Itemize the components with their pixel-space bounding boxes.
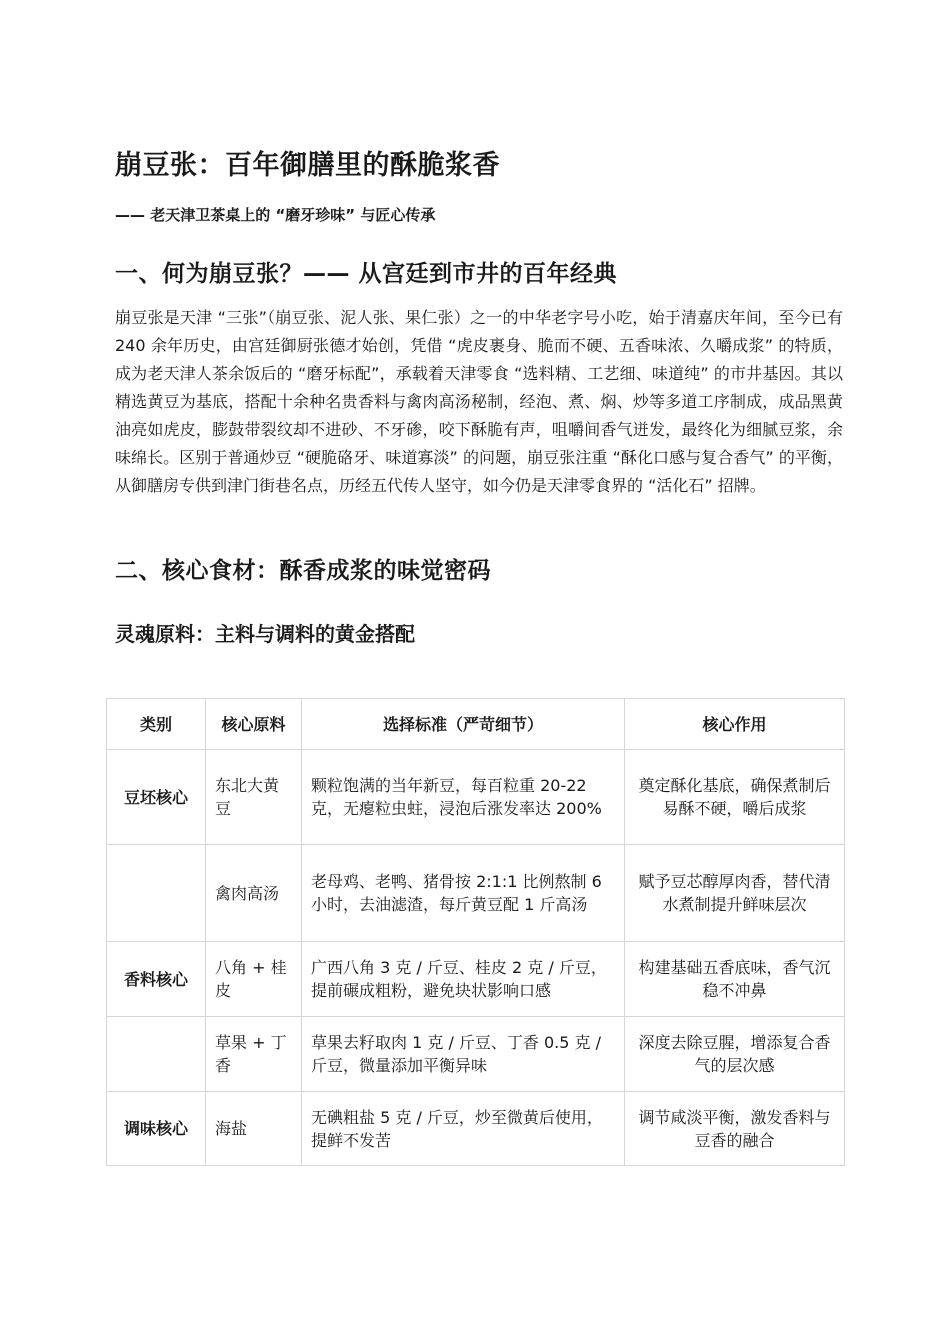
table-row (107, 750, 845, 845)
cell-role: 构建基础五香底味，香气沉稳不冲鼻 (625, 942, 845, 1017)
table-row (107, 942, 845, 1017)
page-subtitle: —— 老天津卫茶桌上的 “磨牙珍味” 与匠心传承 (115, 206, 436, 224)
cell-standard: 颗粒饱满的当年新豆，每百粒重 20-22 克，无瘪粒虫蛀，浸泡后涨发率达 200% (302, 750, 625, 845)
section-2-subheading: 灵魂原料：主料与调料的黄金搭配 (115, 622, 415, 646)
cell-role: 调节咸淡平衡，激发香料与豆香的融合 (625, 1092, 845, 1166)
table-row (107, 1092, 845, 1166)
cell-category: 调味核心 (107, 1092, 206, 1166)
section-1-heading: 一、何为崩豆张？—— 从宫廷到市井的百年经典 (115, 261, 618, 287)
cell-role: 赋予豆芯醇厚肉香，替代清水煮制提升鲜味层次 (625, 845, 845, 942)
cell-material: 禽肉高汤 (206, 845, 302, 942)
section-2-heading: 二、核心食材：酥香成浆的味觉密码 (115, 558, 491, 584)
cell-material: 草果 + 丁香 (206, 1017, 302, 1092)
cell-category (107, 845, 206, 942)
cell-material: 八角 + 桂皮 (206, 942, 302, 1017)
cell-material: 海盐 (206, 1092, 302, 1166)
cell-standard: 老母鸡、老鸭、猪骨按 2:1:1 比例熬制 6 小时，去油滤渣，每斤黄豆配 1 斤高汤 (302, 845, 625, 942)
header-material: 核心原料 (206, 699, 302, 750)
cell-category: 香料核心 (107, 942, 206, 1017)
cell-category: 豆坯核心 (107, 750, 206, 845)
header-category: 类别 (107, 699, 206, 750)
section-1-body: 崩豆张是天津 “三张”（崩豆张、泥人张、果仁张）之一的中华老字号小吃，始于清嘉庆年间，至今已有 240 余年历史，由宫廷御厨张德才始创，凭借 “虎皮裹身、脆而不硬、五香味浓、久嚼成浆” 的特质，成为老天津人茶余饭后的 “磨牙标配”，承载着天津零食 “选料精、工艺细、味道纯” 的市井基因。其以精选黄豆为基底，搭配十余种名贵香料与禽肉高汤秘制，经泡、煮、焖、炒等多道工序制成，成品黑黄油亮如虎皮，膨鼓带裂纹却不进砂、不牙碜，咬下酥脆有声，咀嚼间香气迸发，最终化为细腻豆浆，余味绵长。区别于普通炒豆 “硬脆硌牙、味道寡淡” 的问题，崩豆张注重 “酥化口感与复合香气” 的平衡，从御膳房专供到津门街巷名点，历经五代传人坚守，如今仍是天津零食界的 “活化石” 招牌。 (115, 308, 843, 495)
header-role: 核心作用 (625, 699, 845, 750)
table-header-row (107, 699, 845, 750)
header-standard: 选择标准（严苛细节） (302, 699, 625, 750)
cell-category (107, 1017, 206, 1092)
cell-role: 深度去除豆腥，增添复合香气的层次感 (625, 1017, 845, 1092)
page-title: 崩豆张：百年御膳里的酥脆浆香 (115, 150, 500, 181)
cell-standard: 草果去籽取肉 1 克 / 斤豆、丁香 0.5 克 / 斤豆，微量添加平衡异味 (302, 1017, 625, 1092)
ingredients-table (106, 698, 845, 1166)
cell-material: 东北大黄豆 (206, 750, 302, 845)
cell-role: 奠定酥化基底，确保煮制后易酥不硬，嚼后成浆 (625, 750, 845, 845)
table-row (107, 845, 845, 942)
cell-standard: 无碘粗盐 5 克 / 斤豆，炒至微黄后使用，提鲜不发苦 (302, 1092, 625, 1166)
table-row (107, 1017, 845, 1092)
cell-standard: 广西八角 3 克 / 斤豆、桂皮 2 克 / 斤豆，提前碾成粗粉，避免块状影响口感 (302, 942, 625, 1017)
